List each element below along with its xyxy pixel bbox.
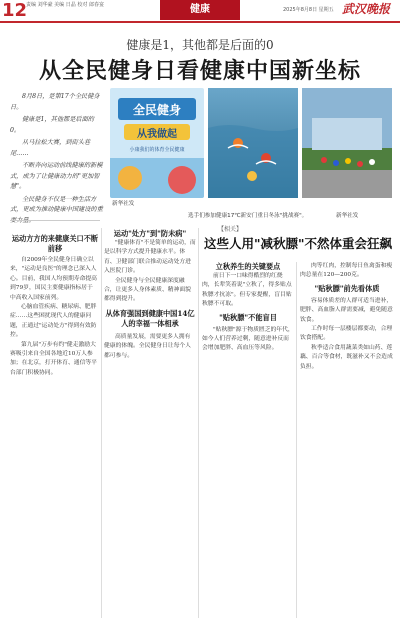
lead-paragraph: 全民健身不仅是一种生活方式，更成为推动健康中国建设的重 (10, 195, 103, 213)
poster-banner: 全民健身 (132, 103, 181, 117)
paragraph: 第九届"万步有约"健走激励大赛吸引来自全国各地近10万人参加；在北京，打开体育、通信等平台部门积极协同。 (10, 341, 97, 376)
column-divider (198, 228, 199, 618)
column-subhead: 立秋养生的关键要点 (215, 262, 281, 271)
divider (10, 220, 100, 221)
photo-caption: 选手们参加健康17℃新安门重日冬泳"挑战赛"。 (188, 213, 308, 219)
column-divider (296, 262, 297, 618)
paragraph: "贴秋膘"源于物质匮乏的年代，如今人们营养过剩，随意进补反而会增加肥胖、高血压等风险。 (202, 326, 294, 352)
paragraph: 肉等红肉，控制每日鱼禽蛋和瘦肉总量在120—200克。 (300, 263, 393, 279)
issue-date: 2025年8月8日 星期五 (283, 7, 334, 13)
runners-photo[interactable] (302, 88, 392, 198)
related-tag: 【相关】 (218, 226, 243, 233)
lead-paragraph: 8月8日，是第17个全民健身日。 (10, 93, 100, 111)
header-rule (0, 21, 400, 23)
paragraph: 前日下一口味得酷烈的红烧肉，长辈笑着说"立秋了，得多贴点秋膘才抗冻"。但专家提醒，盲目贴秋膘不可取。 (202, 273, 292, 308)
paragraph: 全民健身与全民健康深度融合，让更多人身体素质、精神面貌都得到提升。 (104, 277, 191, 303)
article-lead (10, 92, 104, 228)
editor-credits: 责编 刘华豪 美编 日晶 校对 郎春宴 (26, 2, 104, 8)
column-subhead: "贴秋膘"前先看体质 (314, 283, 380, 293)
lead-paragraph: 健康是1，其他都是后面的0。 (10, 116, 94, 134)
lead-paragraph: 从马拉松大赛，到街头巷尾…… (10, 139, 91, 157)
paragraph: 工作时每一层楼层都要动，合理饮食搭配。 (300, 326, 393, 342)
masthead-logo: 武汉晚报 (342, 2, 391, 16)
poster-banner-2: 从我做起 (137, 129, 177, 140)
poster-subtext: 小康我们的体育全民健康 (129, 147, 185, 153)
photo-caption: 新华社发 (112, 201, 135, 207)
paragraph: 容易体质差的人群可适当进补，肥胖、高血脂人群需要减，避免随意饮食。 (300, 297, 393, 323)
poster-image[interactable] (110, 88, 204, 198)
paragraph: "健康体育"不是简单的运动，而是以科学方式提升健康水平。体育、卫健部门联合推动运动处方进入医院门诊。 (104, 240, 196, 275)
swimmers-photo[interactable] (208, 88, 298, 198)
paragraph: 心脑血管疾病、糖尿病、肥胖症……这些困扰现代人的健康问题，正通过"运动处方"得到有效防控。 (10, 304, 97, 339)
article-column (300, 262, 394, 372)
page-number: 12 (2, 0, 28, 21)
article-headline[interactable]: 从全民健身日看健康中国新坐标 (38, 58, 361, 84)
article-column (10, 256, 98, 378)
column-subhead: 运动"处方"到"防未病" (113, 229, 187, 238)
column-subhead: 从体育强国到健康中国14亿人的幸福一体相承 (105, 308, 195, 328)
paragraph: 自2009年全民健身日确立以来，"运动是良医"的理念已深入人心。目前，我国人均预期寿命提高到79岁，国民主要健康指标居于中高收入国家前列。 (10, 257, 97, 301)
paragraph: 高质量发展，需要更多人拥有健康的体魄。全民健身日让每个人都可参与。 (104, 333, 191, 359)
section-tab[interactable]: 健康 (160, 0, 240, 20)
related-headline[interactable]: 这些人用"减秋膘"不然体重会狂飙 (204, 236, 393, 251)
paragraph: 秋季适合食用蔬菜类如山药、莲藕、百合等食材，既滋补又不会造成负担。 (300, 344, 393, 370)
article-column (104, 229, 196, 361)
article-column (202, 262, 294, 354)
article-kicker: 健康是1，其他都是后面的0 (126, 38, 274, 52)
section-subhead: 运动方方的来健康关口不断前移 (11, 234, 99, 253)
lead-paragraph: 不断奔向运动前线健康的新模式，成为了让健康动力的"更加智慧"。 (10, 162, 103, 190)
photo-caption: 新华社发 (336, 213, 359, 219)
column-subhead: "贴秋膘"不能盲目 (219, 312, 277, 322)
column-divider (101, 228, 102, 618)
